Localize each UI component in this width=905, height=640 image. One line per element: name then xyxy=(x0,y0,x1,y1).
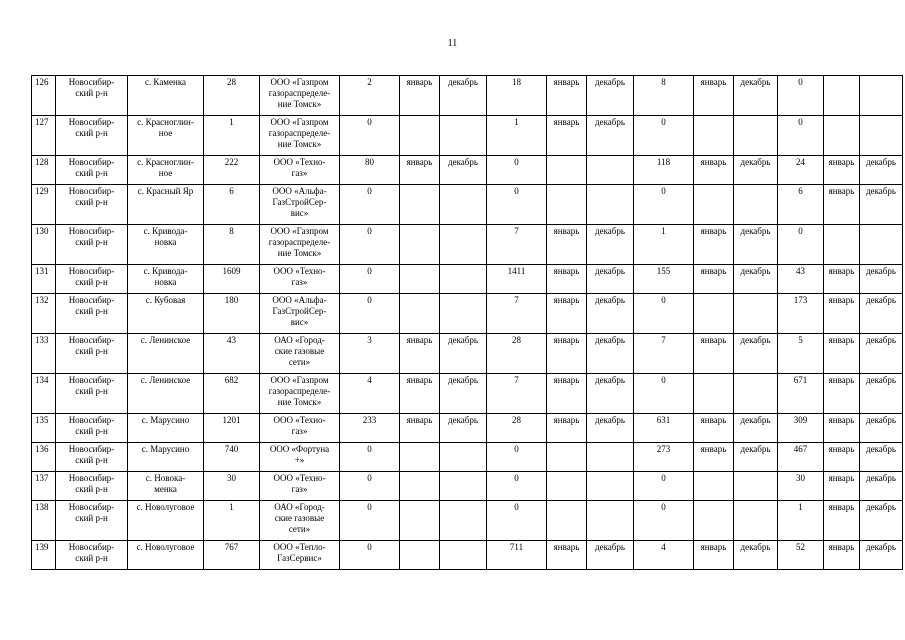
table-cell xyxy=(547,501,587,541)
table-cell: 0 xyxy=(634,472,694,501)
table-cell: декабрь xyxy=(734,76,778,116)
gas-supply-table xyxy=(31,75,903,570)
table-cell: 0 xyxy=(340,185,400,225)
table-cell: 6 xyxy=(778,185,824,225)
table-cell: январь xyxy=(694,265,734,294)
table-cell: декабрь xyxy=(860,334,903,374)
table-cell: январь xyxy=(547,294,587,334)
table-cell xyxy=(587,156,634,185)
table-cell: январь xyxy=(547,116,587,156)
table-cell xyxy=(440,501,487,541)
table-cell: 0 xyxy=(487,472,547,501)
table-cell: 43 xyxy=(204,334,260,374)
table-cell: январь xyxy=(547,334,587,374)
table-cell xyxy=(400,225,440,265)
table-cell: 30 xyxy=(204,472,260,501)
table-cell: Новосибир- ский р-н xyxy=(56,116,128,156)
table-cell: 127 xyxy=(32,116,56,156)
table-cell: декабрь xyxy=(860,541,903,570)
table-cell xyxy=(440,116,487,156)
table-cell xyxy=(547,443,587,472)
table-cell: 0 xyxy=(487,185,547,225)
table-cell: январь xyxy=(824,472,860,501)
table-cell xyxy=(400,265,440,294)
table-cell: Новосибир- ский р-н xyxy=(56,156,128,185)
table-cell xyxy=(824,76,860,116)
table-cell: декабрь xyxy=(587,334,634,374)
table-cell: 28 xyxy=(487,334,547,374)
table-row xyxy=(32,265,903,294)
table-cell: 1 xyxy=(487,116,547,156)
table-cell: 7 xyxy=(634,334,694,374)
table-cell xyxy=(694,472,734,501)
table-cell: 43 xyxy=(778,265,824,294)
table-cell xyxy=(694,374,734,414)
table-cell: декабрь xyxy=(587,541,634,570)
table-row xyxy=(32,294,903,334)
table-cell: Новосибир- ский р-н xyxy=(56,294,128,334)
table-cell: декабрь xyxy=(440,334,487,374)
table-cell: декабрь xyxy=(734,334,778,374)
table-cell: декабрь xyxy=(734,541,778,570)
table-cell: декабрь xyxy=(734,414,778,443)
table-cell: январь xyxy=(547,76,587,116)
table-cell: январь xyxy=(694,225,734,265)
table-cell xyxy=(860,76,903,116)
table-cell: Новосибир- ский р-н xyxy=(56,225,128,265)
table-cell: 134 xyxy=(32,374,56,414)
table-cell: декабрь xyxy=(860,472,903,501)
table-row xyxy=(32,116,903,156)
table-cell: с. Марусино xyxy=(128,414,204,443)
table-cell: 6 xyxy=(204,185,260,225)
table-cell: январь xyxy=(824,334,860,374)
table-cell: 682 xyxy=(204,374,260,414)
table-cell: январь xyxy=(694,76,734,116)
table-cell: ООО «Техно- газ» xyxy=(260,414,340,443)
table-cell xyxy=(734,501,778,541)
table-cell: январь xyxy=(400,334,440,374)
table-cell: 24 xyxy=(778,156,824,185)
table-cell: декабрь xyxy=(440,76,487,116)
table-cell xyxy=(860,116,903,156)
table-cell: 0 xyxy=(487,156,547,185)
table-cell: январь xyxy=(824,265,860,294)
table-cell xyxy=(440,225,487,265)
table-cell: 136 xyxy=(32,443,56,472)
table-cell: январь xyxy=(824,414,860,443)
table-row xyxy=(32,156,903,185)
table-row xyxy=(32,472,903,501)
table-cell: январь xyxy=(400,374,440,414)
table-cell: 1609 xyxy=(204,265,260,294)
table-cell: 0 xyxy=(340,443,400,472)
table-cell: 130 xyxy=(32,225,56,265)
table-cell: 273 xyxy=(634,443,694,472)
table-cell: 173 xyxy=(778,294,824,334)
table-cell xyxy=(400,443,440,472)
table-cell: ООО «Тепло- ГазСервис» xyxy=(260,541,340,570)
table-cell xyxy=(440,185,487,225)
table-cell xyxy=(400,185,440,225)
table-cell: 129 xyxy=(32,185,56,225)
table-cell xyxy=(694,294,734,334)
table-cell: ООО «Газпром газораспределе- ние Томск» xyxy=(260,116,340,156)
table-cell: январь xyxy=(824,374,860,414)
table-cell: 0 xyxy=(778,225,824,265)
table-cell: 0 xyxy=(634,116,694,156)
table-cell: ООО «Техно- газ» xyxy=(260,472,340,501)
table-cell xyxy=(440,472,487,501)
table-cell: 132 xyxy=(32,294,56,334)
table-cell: с. Красный Яр xyxy=(128,185,204,225)
table-cell: декабрь xyxy=(587,374,634,414)
table-cell: 7 xyxy=(487,225,547,265)
table-cell: 711 xyxy=(487,541,547,570)
table-cell: Новосибир- ский р-н xyxy=(56,541,128,570)
table-cell xyxy=(547,156,587,185)
table-cell: 467 xyxy=(778,443,824,472)
table-cell: 0 xyxy=(778,76,824,116)
table-cell: ООО «Альфа- ГазСтройСер- вис» xyxy=(260,294,340,334)
table-cell: декабрь xyxy=(860,414,903,443)
table-cell: январь xyxy=(824,501,860,541)
table-cell: декабрь xyxy=(860,265,903,294)
table-cell: 0 xyxy=(340,294,400,334)
table-cell: 767 xyxy=(204,541,260,570)
table-cell xyxy=(587,443,634,472)
table-cell: 0 xyxy=(634,185,694,225)
table-cell: Новосибир- ский р-н xyxy=(56,414,128,443)
table-cell: 631 xyxy=(634,414,694,443)
table-cell: ООО «Фортуна +» xyxy=(260,443,340,472)
table-cell xyxy=(587,185,634,225)
table-cell: 0 xyxy=(778,116,824,156)
table-cell: 126 xyxy=(32,76,56,116)
table-cell: 309 xyxy=(778,414,824,443)
table-cell: ОАО «Город- ские газовые сети» xyxy=(260,334,340,374)
table-cell: 0 xyxy=(340,116,400,156)
table-cell: 1 xyxy=(204,116,260,156)
table-row xyxy=(32,225,903,265)
table-cell: 131 xyxy=(32,265,56,294)
table-cell xyxy=(694,116,734,156)
table-cell: декабрь xyxy=(734,265,778,294)
table-cell: 222 xyxy=(204,156,260,185)
table-cell: 0 xyxy=(340,265,400,294)
table-cell: с. Красноглин- ное xyxy=(128,156,204,185)
table-cell: ООО «Газпром газораспределе- ние Томск» xyxy=(260,225,340,265)
table-cell: 133 xyxy=(32,334,56,374)
table-cell: Новосибир- ский р-н xyxy=(56,185,128,225)
table-cell xyxy=(734,185,778,225)
table-cell: 0 xyxy=(487,501,547,541)
table-cell: январь xyxy=(694,443,734,472)
table-cell: декабрь xyxy=(587,265,634,294)
table-cell: декабрь xyxy=(860,294,903,334)
table-cell: 0 xyxy=(340,225,400,265)
table-cell xyxy=(734,374,778,414)
table-cell: 0 xyxy=(634,501,694,541)
table-cell: 0 xyxy=(487,443,547,472)
table-cell: 671 xyxy=(778,374,824,414)
table-cell: 180 xyxy=(204,294,260,334)
table-cell: с. Новолуговое xyxy=(128,501,204,541)
table-cell: 1 xyxy=(204,501,260,541)
table-cell: ООО «Газпром газораспределе- ние Томск» xyxy=(260,76,340,116)
table-cell: 0 xyxy=(340,501,400,541)
table-cell: Новосибир- ский р-н xyxy=(56,76,128,116)
table-cell: 3 xyxy=(340,334,400,374)
table-cell: 8 xyxy=(634,76,694,116)
table-cell: январь xyxy=(694,541,734,570)
table-cell: декабрь xyxy=(440,374,487,414)
table-cell xyxy=(587,472,634,501)
table-cell: январь xyxy=(547,225,587,265)
table-cell xyxy=(400,472,440,501)
table-cell: 137 xyxy=(32,472,56,501)
table-cell: декабрь xyxy=(440,414,487,443)
table-row xyxy=(32,334,903,374)
table-cell: 155 xyxy=(634,265,694,294)
table-cell xyxy=(694,501,734,541)
table-cell: 28 xyxy=(204,76,260,116)
table-cell: 0 xyxy=(340,541,400,570)
table-cell: 4 xyxy=(634,541,694,570)
table-cell: 118 xyxy=(634,156,694,185)
table-cell xyxy=(734,116,778,156)
table-cell: с. Кривода- новка xyxy=(128,265,204,294)
table-cell xyxy=(860,225,903,265)
table-cell: Новосибир- ский р-н xyxy=(56,334,128,374)
table-cell: с. Красноглин- ное xyxy=(128,116,204,156)
table-cell xyxy=(824,116,860,156)
table-cell: декабрь xyxy=(734,443,778,472)
table-cell: с. Ленинское xyxy=(128,374,204,414)
table-cell: ООО «Техно- газ» xyxy=(260,156,340,185)
table-cell: январь xyxy=(547,541,587,570)
table-row xyxy=(32,414,903,443)
table-cell xyxy=(440,265,487,294)
table-cell: декабрь xyxy=(440,156,487,185)
table-cell: январь xyxy=(547,374,587,414)
page-number: 11 xyxy=(447,38,458,49)
table-cell xyxy=(440,294,487,334)
table-cell: 7 xyxy=(487,294,547,334)
table-cell: январь xyxy=(694,334,734,374)
table-cell: январь xyxy=(824,294,860,334)
table-row xyxy=(32,76,903,116)
table-cell: Новосибир- ский р-н xyxy=(56,265,128,294)
table-cell: с. Марусино xyxy=(128,443,204,472)
table-cell: 138 xyxy=(32,501,56,541)
table-cell: декабрь xyxy=(860,374,903,414)
table-cell: ООО «Альфа- ГазСтройСер- вис» xyxy=(260,185,340,225)
table-cell: 2 xyxy=(340,76,400,116)
table-cell: Новосибир- ский р-н xyxy=(56,374,128,414)
table-cell: ОАО «Город- ские газовые сети» xyxy=(260,501,340,541)
table-cell: Новосибир- ский р-н xyxy=(56,501,128,541)
table-cell xyxy=(440,443,487,472)
table-cell: декабрь xyxy=(587,76,634,116)
table-cell: декабрь xyxy=(587,225,634,265)
table-cell: декабрь xyxy=(734,156,778,185)
table-cell: декабрь xyxy=(860,443,903,472)
table-cell xyxy=(734,294,778,334)
table-cell: с. Новолуговое xyxy=(128,541,204,570)
table-cell: 1411 xyxy=(487,265,547,294)
table-cell xyxy=(824,225,860,265)
table-cell: 4 xyxy=(340,374,400,414)
table-cell: декабрь xyxy=(734,225,778,265)
table-cell: 30 xyxy=(778,472,824,501)
table-cell xyxy=(400,541,440,570)
table-cell: 18 xyxy=(487,76,547,116)
table-cell: 128 xyxy=(32,156,56,185)
table-cell xyxy=(694,185,734,225)
table-cell: январь xyxy=(824,541,860,570)
table-cell: 52 xyxy=(778,541,824,570)
table-cell: 80 xyxy=(340,156,400,185)
table-cell: январь xyxy=(547,265,587,294)
table-cell: декабрь xyxy=(587,294,634,334)
table-cell: с. Кривода- новка xyxy=(128,225,204,265)
table-cell: с. Каменка xyxy=(128,76,204,116)
table-cell: 135 xyxy=(32,414,56,443)
table-cell: декабрь xyxy=(587,414,634,443)
table-row xyxy=(32,374,903,414)
table-row xyxy=(32,541,903,570)
table-cell xyxy=(400,116,440,156)
table-cell: 1 xyxy=(778,501,824,541)
table-cell: Новосибир- ский р-н xyxy=(56,472,128,501)
table-row xyxy=(32,501,903,541)
table-row xyxy=(32,443,903,472)
table-cell xyxy=(440,541,487,570)
table-cell: декабрь xyxy=(587,116,634,156)
table-cell: с. Новока- менка xyxy=(128,472,204,501)
table-cell: ООО «Техно- газ» xyxy=(260,265,340,294)
table-cell: 28 xyxy=(487,414,547,443)
table-row xyxy=(32,185,903,225)
table-cell: 0 xyxy=(340,472,400,501)
table-cell: январь xyxy=(400,76,440,116)
table-cell: 1201 xyxy=(204,414,260,443)
table-cell xyxy=(400,294,440,334)
table-cell: 233 xyxy=(340,414,400,443)
table-cell: Новосибир- ский р-н xyxy=(56,443,128,472)
table-cell: декабрь xyxy=(860,156,903,185)
table-cell: с. Кубовая xyxy=(128,294,204,334)
table-cell: ООО «Газпром газораспределе- ние Томск» xyxy=(260,374,340,414)
table-cell: 740 xyxy=(204,443,260,472)
table-cell xyxy=(734,472,778,501)
table-cell: январь xyxy=(694,156,734,185)
table-cell xyxy=(547,472,587,501)
table-cell xyxy=(547,185,587,225)
table-cell: 8 xyxy=(204,225,260,265)
table-cell: 0 xyxy=(634,294,694,334)
table-cell: январь xyxy=(824,185,860,225)
table-cell: январь xyxy=(824,156,860,185)
table-cell: 139 xyxy=(32,541,56,570)
table-cell: январь xyxy=(547,414,587,443)
table-cell: январь xyxy=(400,414,440,443)
table-cell xyxy=(400,501,440,541)
table-cell: 1 xyxy=(634,225,694,265)
table-cell: декабрь xyxy=(860,501,903,541)
table-cell: январь xyxy=(824,443,860,472)
table-cell: 5 xyxy=(778,334,824,374)
table-cell xyxy=(587,501,634,541)
table-cell: 0 xyxy=(634,374,694,414)
table-cell: 7 xyxy=(487,374,547,414)
table-cell: декабрь xyxy=(860,185,903,225)
table-cell: январь xyxy=(400,156,440,185)
table-cell: с. Ленинское xyxy=(128,334,204,374)
table-cell: январь xyxy=(694,414,734,443)
